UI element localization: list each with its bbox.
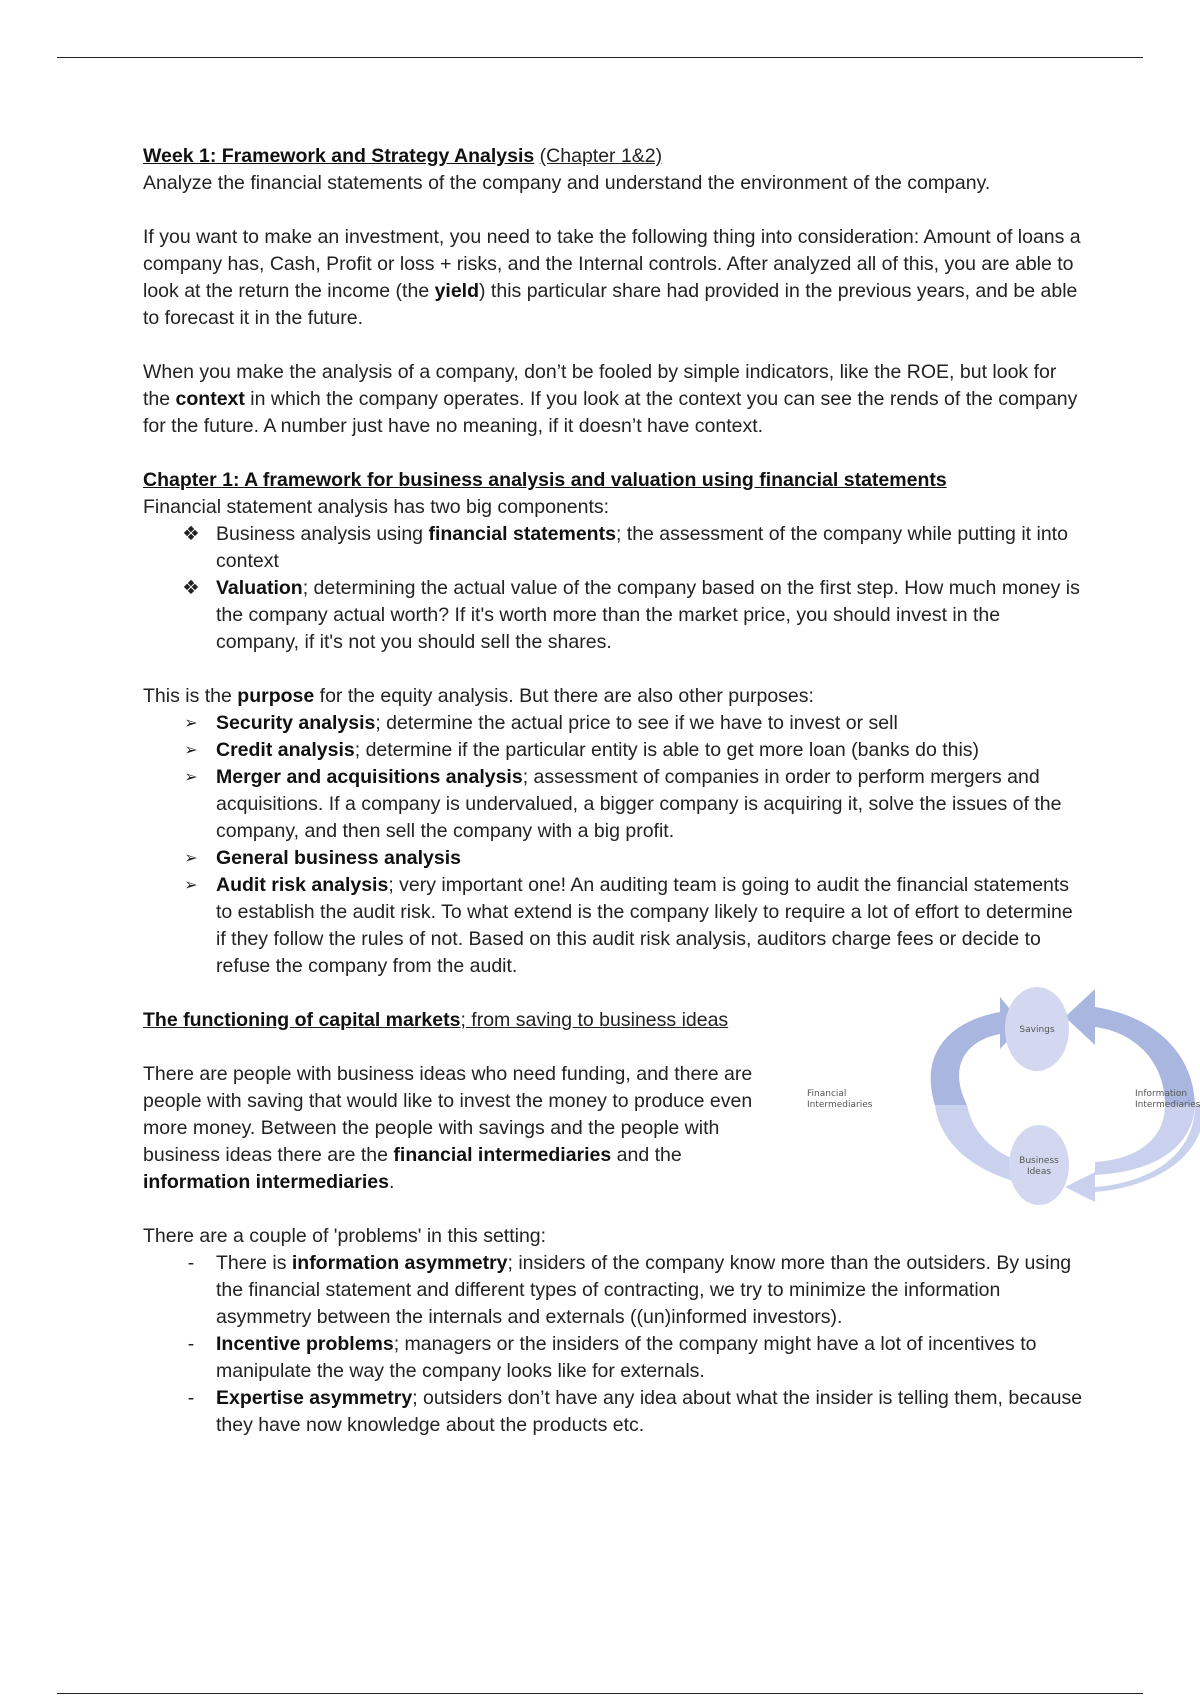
purposes-list	[143, 710, 1083, 980]
arrow-bullet-icon: ➢	[184, 715, 198, 732]
arrow-bullet-icon: ➢	[184, 769, 198, 786]
list-item: ➢ Merger and acquisitions analysis; assessment of companies in order to perform mergers and acquisitions. If a company is undervalued, a bigger company is acquiring it, solve the issues of the company, and then sell the company with a big profit.	[143, 764, 1083, 845]
arrow-bullet-icon: ➢	[184, 877, 198, 894]
information-flow-arrow-top	[1065, 989, 1195, 1105]
business-ideas-label-2: Ideas	[1026, 1167, 1052, 1177]
information-intermediaries-label-1: Information	[1135, 1089, 1188, 1099]
list-item: - There is information asymmetry; insiders of the company know more than the outsiders. By using the financial statement and different types of contracting, we try to minimize the information asymmetry between the internals and externals ((un)informed investors).	[143, 1250, 1083, 1331]
list-item: ❖ Business analysis using financial statements; the assessment of the company while putting it into context	[143, 521, 1083, 575]
arrow-bullet-icon: ➢	[184, 742, 198, 759]
list-item: ➢ General business analysis	[143, 845, 1083, 872]
intro-text: Analyze the financial statements of the company and understand the environment of the company.	[143, 172, 991, 194]
chapter1-heading: Chapter 1: A framework for business analysis and valuation using financial statements	[143, 469, 947, 491]
business-ideas-label-1: Business	[1019, 1156, 1059, 1166]
financial-intermediaries-label-1: Financial	[807, 1089, 847, 1099]
savings-label: Savings	[1019, 1025, 1055, 1035]
list-item: ➢ Credit analysis; determine if the particular entity is able to get more loan (banks do this)	[143, 737, 1083, 764]
capital-markets-heading: The functioning of capital markets; from saving to business ideas	[143, 1009, 729, 1031]
capital-markets-diagram	[795, 987, 1200, 1207]
dash-bullet-icon: -	[187, 1333, 195, 1355]
list-item: ➢ Audit risk analysis; very important one! An auditing team is going to audit the financial statements to establish the audit risk. To what extend is the company likely to require a lot of effort to determine if they follow the rules of not. Based on this audit risk analysis, auditors charge fees or decide to refuse the company from the audit.	[143, 872, 1083, 980]
page-title: Week 1: Framework and Strategy Analysis (Chapter 1&2)	[143, 145, 663, 167]
chapter1-lead: Financial statement analysis has two big components:	[143, 496, 610, 518]
footer-rule	[57, 1693, 1143, 1694]
purpose-lead: This is the purpose for the equity analysis. But there are also other purposes:	[143, 685, 814, 707]
capital-markets-section	[143, 1007, 1200, 1196]
financial-intermediaries-label-2: Intermediaries	[807, 1100, 873, 1110]
list-item: ❖ Valuation; determining the actual value of the company based on the first step. How much money is the company actual worth? If it's worth more than the market price, you should invest in the company, if it's not you should sell the shares.	[143, 575, 1083, 656]
information-flow-arrow-bottom	[1065, 1105, 1200, 1202]
list-item: - Incentive problems; managers or the insiders of the company might have a lot of incentives to manipulate the way the company looks like for externals.	[143, 1331, 1083, 1385]
header-rule	[57, 57, 1143, 58]
dash-bullet-icon: -	[187, 1252, 195, 1274]
document-page	[143, 143, 1200, 1439]
information-intermediaries-label-2: Intermediaries	[1135, 1100, 1200, 1110]
dash-bullet-icon: -	[187, 1387, 195, 1409]
diamond-bullet-icon: ❖	[182, 577, 200, 599]
list-item: ➢ Security analysis; determine the actual price to see if we have to invest or sell	[143, 710, 1083, 737]
problems-lead: There are a couple of 'problems' in this setting:	[143, 1225, 547, 1247]
list-item: - Expertise asymmetry; outsiders don’t have any idea about what the insider is telling them, because they have now knowledge about the products etc.	[143, 1385, 1083, 1439]
arrow-bullet-icon: ➢	[184, 850, 198, 867]
paragraph-investment: If you want to make an investment, you need to take the following thing into consideration: Amount of loans a company has, Cash, Profit or loss + risks, and the Internal controls. After analyzed all of this, you are able to look at the return the income (the yield) this particular share had provided in the previous years, and be able to forecast it in the future.	[143, 226, 1081, 329]
paragraph-context: When you make the analysis of a company, don’t be fooled by simple indicators, like the ROE, but look for the context in which the company operates. If you look at the context you can see the rends of the company for the future. A number just have no meaning, if it doesn’t have context.	[143, 361, 1078, 437]
capital-markets-text: There are people with business ideas who need funding, and there are people with saving that would like to invest the money to produce even more money. Between the people with savings and the people with business ideas there are the financial intermediaries and the information intermediaries.	[143, 1063, 753, 1193]
problems-list	[143, 1250, 1083, 1439]
components-list	[143, 521, 1083, 656]
diamond-bullet-icon: ❖	[182, 523, 200, 545]
cycle-diagram	[795, 987, 1200, 1207]
